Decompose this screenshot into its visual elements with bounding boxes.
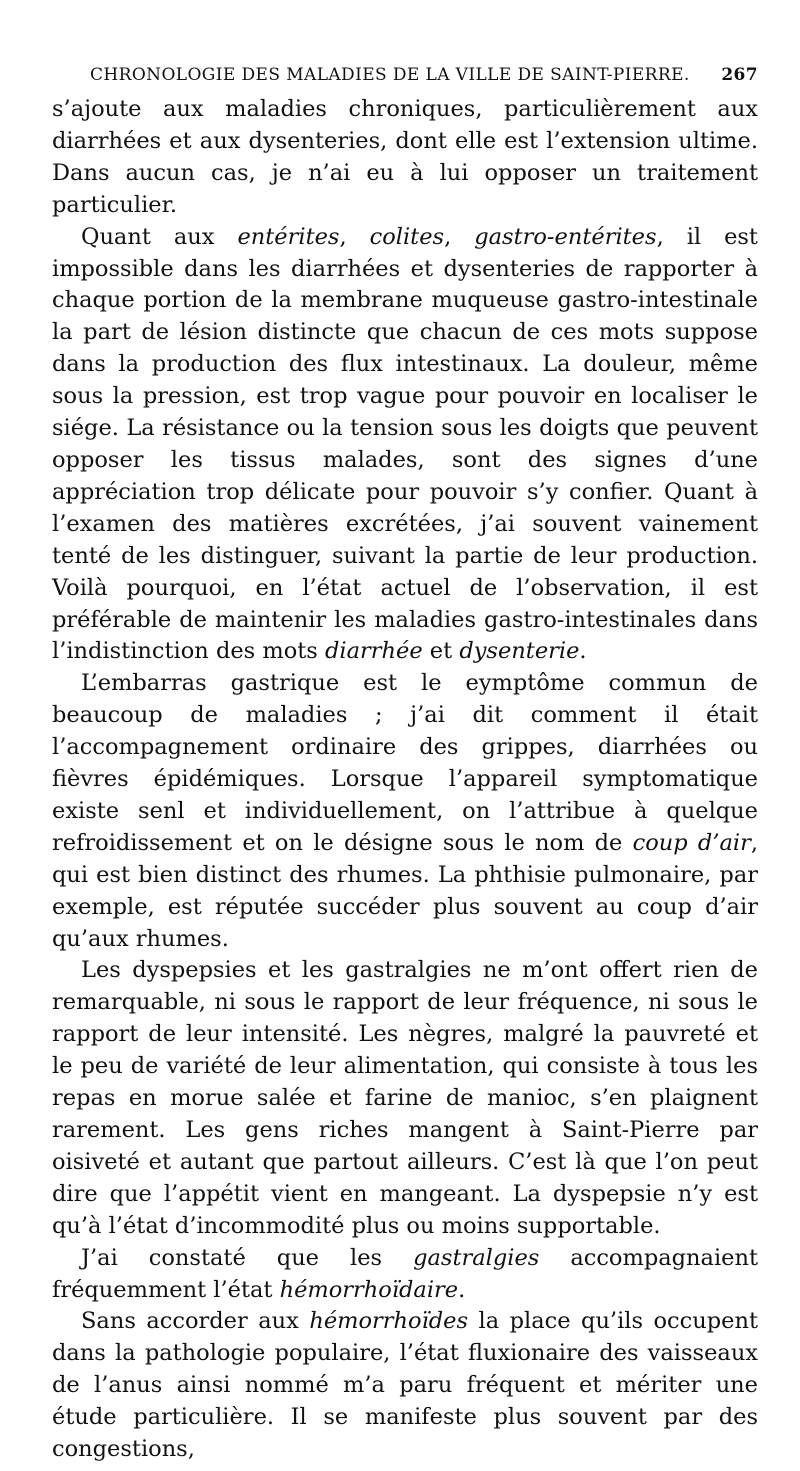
text-run: Les dyspepsies et les gastralgies ne m’ont offert rien de remarquable, ni sous le rapport de leur fréquence, ni sous le rapport de leur intensité. Les nègres, malgré la pauvreté et le peu de variété de leur alimentation, qui consiste à tous les repas en morue salée et farine de manioc, s’en plaignent rarement. Les gens riches mangent à Saint-Pierre par oisiveté et autant que partout ailleurs. C’est là que l’on peut dire que l’appétit vient en mangeant. La dyspepsie n’y est qu’à l’état d’incommodité plus ou moins supportable.	[52, 957, 758, 1239]
paragraph	[52, 668, 758, 955]
body-text	[52, 94, 758, 1466]
italic-term: entérites	[237, 223, 340, 250]
text-run: ,	[339, 223, 370, 250]
italic-term: gastro-entérites	[474, 223, 657, 250]
text-run: s’ajoute aux maladies chroniques, particulièrement aux diarrhées et aux dysenteries, dont elle est l’extension ultime. Dans aucun cas, je n’ai eu à lui opposer un traitement particulier.	[52, 96, 758, 218]
italic-term: diarrhée	[324, 638, 423, 665]
text-run: et	[422, 638, 460, 665]
text-run: accompagnaient fréquemment l’état	[52, 1244, 758, 1303]
text-run: , il est impossible dans les diarrhées et dysenteries de rapporter à chaque portion de la membrane muqueuse gastro-intestinale la part de lésion distincte que chacun de ces mots suppose dans la production des flux intestinaux. La douleur, même sous la pression, est trop vague pour pouvoir en localiser le siége. La résistance ou la tension sous les doigts que peuvent opposer les tissus malades, sont des signes d’une appréciation trop délicate pour pouvoir s’y confier. Quant à l’examen des matières excrétées, j’ai souvent vainement tenté de les distinguer, suivant la partie de leur production. Voilà pourquoi, en l’état actuel de l’observation, il est préférable de maintenir les maladies gastro-intestinales dans l’indistinction des mots	[52, 223, 758, 665]
paragraph	[52, 94, 758, 222]
text-run: la place qu’ils occupent dans la pathologie populaire, l’état fluxionaire des vaisseaux de l’anus ainsi nommé m’a paru fréquent et mériter une étude particulière. Il se manifeste plus souvent par des congestions,	[52, 1308, 759, 1463]
page-number: 267	[721, 65, 758, 85]
italic-term: dysenterie	[459, 638, 580, 665]
text-run: .	[458, 1276, 466, 1303]
text-run: L’embarras gastrique est le eymptôme commun de beaucoup de maladies ; j’ai dit comment il était l’accompagnement ordinaire des grippes, diarrhées ou fièvres épidémiques. Lorsque l’appareil symptomatique existe senl et individuellement, on l’attribue à quelque refroidissement et on le désigne sous le nom de	[52, 670, 758, 856]
italic-term: colites	[369, 223, 445, 250]
running-header	[52, 63, 758, 87]
text-run: ,	[444, 223, 475, 250]
paragraph	[52, 955, 758, 1242]
paragraph	[52, 1243, 758, 1307]
paragraph	[52, 1306, 758, 1466]
text-run: Sans accorder aux	[81, 1308, 310, 1335]
text-run: Quant aux	[81, 223, 238, 250]
text-run: J’ai constaté que les	[81, 1244, 414, 1271]
running-title: CHRONOLOGIE DES MALADIES DE LA VILLE DE SAINT-PIERRE.	[90, 65, 690, 85]
text-run: .	[579, 638, 587, 665]
paragraph	[52, 222, 758, 669]
italic-term: gastralgies	[413, 1244, 540, 1271]
italic-term: hémorrhoïdaire	[279, 1276, 459, 1303]
italic-term: hémorrhoïdes	[309, 1308, 469, 1335]
italic-term: coup d’air	[632, 829, 751, 856]
text-run: , qui est bien distinct des rhumes. La phthisie pulmonaire, par exemple, est réputée succéder plus souvent au coup d’air qu’aux rhumes.	[52, 829, 758, 952]
